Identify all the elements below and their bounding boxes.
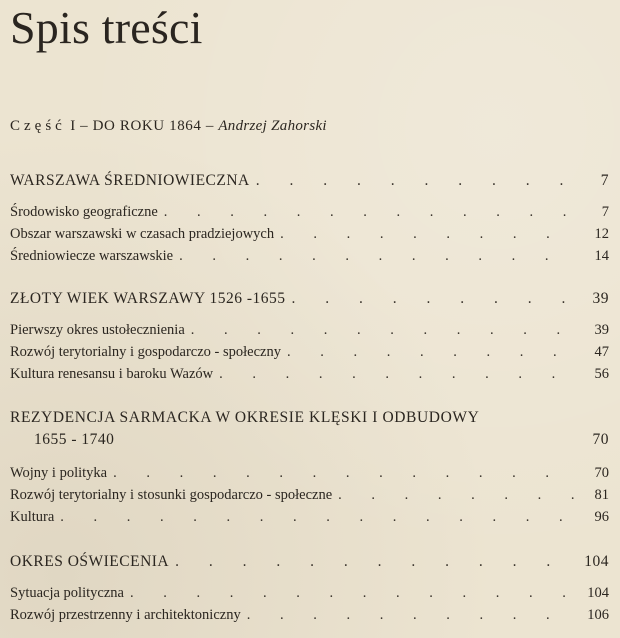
toc-entry	[10, 344, 609, 361]
toc-page-number: 39	[592, 290, 609, 307]
toc-entry	[10, 465, 609, 482]
toc-page-number: 47	[594, 344, 609, 360]
toc-page-number: 7	[601, 204, 609, 220]
dot-leader	[158, 204, 579, 221]
toc-entry-title: Pierwszy okres ustołecznienia	[10, 322, 185, 338]
dot-leader	[54, 509, 579, 526]
toc-page-number: 104	[587, 585, 609, 601]
toc-entry-title: Rozwój terytorialny i stosunki gospodarczo - społeczne	[10, 487, 333, 503]
part-author: Andrzej Zahorski	[218, 118, 327, 134]
toc-entry	[10, 585, 609, 602]
toc-entry-title: Kultura renesansu i baroku Wazów	[10, 366, 214, 382]
toc-chapter-subtitle: 1655 - 1740	[34, 431, 115, 448]
part-name: DO ROKU 1864	[92, 118, 202, 134]
toc-entry	[10, 322, 609, 339]
toc-entry-title: Kultura	[10, 509, 55, 525]
toc-page-number: 104	[584, 553, 609, 570]
toc-chapter	[10, 290, 609, 308]
dot-leader	[332, 487, 579, 504]
dot-leader	[274, 226, 579, 243]
toc-chapter-title: WARSZAWA ŚREDNIOWIECZNA	[10, 172, 250, 189]
toc-entry	[10, 366, 609, 383]
toc-entry	[10, 487, 609, 504]
toc-entry	[10, 204, 609, 221]
toc-page-number: 39	[594, 322, 609, 338]
toc-entry-title: Sytuacja polityczna	[10, 585, 124, 601]
part-numeral: I	[70, 118, 76, 134]
toc-page-number: 96	[594, 509, 609, 525]
toc-chapter	[10, 172, 609, 190]
toc-page-number: 12	[594, 226, 609, 242]
dot-leader	[213, 366, 579, 383]
toc-entry-title: Rozwój przestrzenny i architektoniczny	[10, 607, 241, 623]
dot-leader	[173, 248, 579, 265]
toc-entry-title: Obszar warszawski w czasach pradziejowych	[10, 226, 275, 242]
dot-leader	[281, 344, 579, 361]
dot-leader	[169, 553, 579, 571]
toc-chapter-title: ZŁOTY WIEK WARSZAWY 1526 -1655	[10, 290, 286, 307]
toc-page-number: 70	[592, 431, 609, 448]
toc-entry-title: Rozwój terytorialny i gospodarczo - społeczny	[10, 344, 281, 360]
dot-leader	[107, 465, 579, 482]
toc-chapter	[10, 431, 609, 449]
toc-page-number: 7	[600, 172, 609, 189]
toc-chapter-title: REZYDENCJA SARMACKA W OKRESIE KLĘSKI I ODBUDOWY	[10, 409, 480, 426]
toc-page-number: 70	[594, 465, 609, 481]
toc-entry-title: Średniowiecze warszawskie	[10, 248, 174, 264]
part-dash: –	[80, 118, 89, 134]
toc-page-number: 106	[587, 607, 609, 623]
toc-entry-title: Wojny i polityka	[10, 465, 108, 481]
dot-leader	[124, 585, 579, 602]
toc-entry	[10, 226, 609, 243]
toc-entry	[10, 509, 609, 526]
dot-leader	[250, 172, 579, 190]
toc-chapter	[10, 553, 609, 571]
toc-entry	[10, 248, 609, 265]
part-dash-2: –	[205, 118, 214, 134]
toc-page-number: 14	[594, 248, 609, 264]
toc-page-number: 81	[594, 487, 609, 503]
toc-entry	[10, 607, 609, 624]
part-heading	[10, 118, 327, 135]
dot-leader	[286, 290, 579, 308]
toc-page-number: 56	[594, 366, 609, 382]
dot-leader	[185, 322, 579, 339]
toc-entry-title: Środowisko geograficzne	[10, 204, 158, 220]
page-title: Spis treści	[10, 2, 203, 53]
toc-chapter-title: OKRES OŚWIECENIA	[10, 553, 170, 570]
dot-leader	[241, 607, 579, 624]
part-label: Część	[10, 118, 66, 134]
